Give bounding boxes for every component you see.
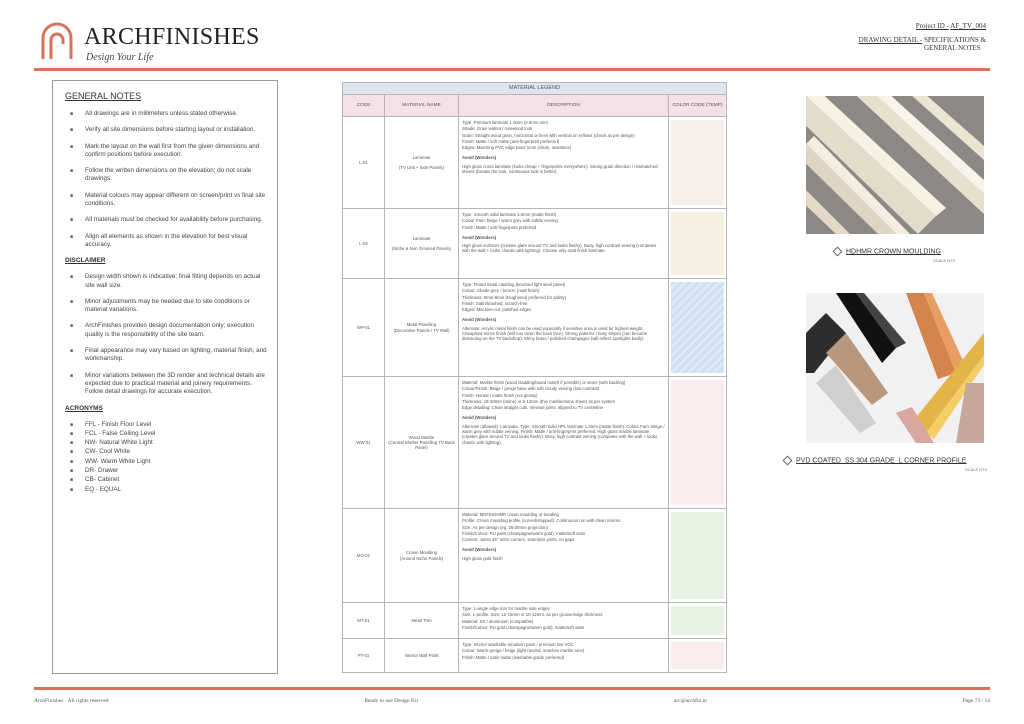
description-line: Colour: Shade grey / bronze (matt finish)	[462, 288, 540, 294]
description-line: Type: Smooth solid laminate 1.0mm (matte finish)	[462, 212, 557, 217]
material-description	[459, 603, 669, 639]
general-notes-list	[65, 110, 267, 249]
crown-moulding-scale: SCALE NTS	[933, 258, 956, 263]
description-line: Colour Fam: Beige / warm grey with subtle veining	[462, 218, 558, 224]
corner-profile-scale: SCALE NTS	[965, 467, 988, 472]
description-line: Profile: Crown moulding profile (curved/stepped). Continuous run with clean returns	[462, 518, 621, 524]
description-line: Finish: Matte / anti-fingerprint preferred	[462, 224, 537, 230]
color-swatch-cell	[669, 279, 727, 377]
project-id-label: Project ID -	[915, 22, 949, 30]
footer-divider	[34, 687, 990, 690]
color-swatch-cell	[669, 603, 727, 639]
column-header-material: MATERIAL NAME	[385, 95, 459, 117]
project-id-value: AF_TV_004	[950, 22, 986, 30]
general-note: ■ Material colours may appear different on screen/print vs final site conditions.	[65, 192, 267, 209]
disclaimer-heading: DISCLAIMER	[65, 257, 106, 265]
material-name: Wood Marble	[408, 434, 435, 440]
table-row	[343, 377, 727, 509]
notes-panel	[52, 80, 278, 674]
avoid-text: High gloss gold finish	[462, 555, 503, 561]
general-note: ■ Follow the written dimensions on the elevation; do not scale drawings.	[65, 167, 267, 184]
disclaimer-item: ■ Design width shown is indicative; final fitting depends on actual site wall size.	[65, 273, 267, 290]
brand-name: ARCHFINISHES	[84, 24, 260, 50]
description-line: Finish/Colour: PU gold (champagne/warm gold), matte/soft satin	[462, 624, 585, 630]
general-note: ■ Verify all site dimensions before starting layout or installation.	[65, 126, 267, 134]
table-row	[343, 509, 727, 603]
color-swatch	[671, 606, 724, 635]
material-name-cell	[385, 209, 459, 279]
description-line: Finish: Matte / soft matte (anti-fingerprint preferred)	[462, 138, 560, 144]
acronym-item: ■ CB- Cabinet	[65, 476, 267, 484]
material-location: (Decorative Panels / TV Wall)	[393, 327, 450, 333]
footer-page-number: Page 73 / 14	[962, 698, 990, 704]
color-swatch	[671, 380, 724, 505]
material-code: PT-01	[343, 639, 385, 673]
table-row	[343, 603, 727, 639]
description-line: Finish: Satin/brushed, scratch-free	[462, 300, 528, 306]
acronym-item: ■ DR- Drawer	[65, 467, 267, 475]
description-line: Type: Interior washable emulsion paint / premium low VOC	[462, 642, 574, 647]
acronym-item: ■ FCL - False Ceiling Level	[65, 430, 267, 438]
caption-text: PVD COATED_SS 304 GRADE_L CORNER PROFILE	[796, 457, 967, 465]
material-description	[459, 639, 669, 673]
description-line: Edges: Matching PVC edge band 1mm (clean, seamless)	[462, 145, 572, 151]
material-name: Interior Wall Paint	[385, 639, 459, 673]
color-swatch	[671, 512, 724, 599]
description-line: Size: L-profile: Size: 12-15mm or 10-12mm, as per groove/edge thickness	[462, 612, 603, 618]
description-line: Thickness: 6mm-8mm (toughened preferred for safety)	[462, 294, 567, 300]
description-line: Material: MDF/HDHMR crown moulding or beading	[462, 512, 559, 517]
material-location: (Around Niche Panels)	[399, 555, 444, 561]
diamond-marker-icon	[833, 247, 843, 257]
header-divider	[34, 68, 990, 71]
color-swatch-hatched	[671, 282, 724, 373]
color-swatch-cell	[669, 639, 727, 673]
caption-text: HDHMR CROWN MOULDING	[846, 248, 941, 256]
acronyms-list	[65, 421, 267, 494]
color-swatch	[671, 120, 724, 205]
material-code: L-01	[343, 117, 385, 209]
description-line: Finish/Colour: PU paint (champagne/warm gold), matte/soft satin	[462, 530, 586, 536]
material-name: Metal Panelling	[406, 322, 437, 328]
footer-note: Ready to use Design Kit	[364, 698, 419, 704]
drawing-title-line2: GENERAL NOTES	[923, 44, 981, 52]
acronym-item: ■ NW- Natural White Light	[65, 439, 267, 447]
corner-profile-image	[806, 293, 984, 443]
drawing-info	[859, 22, 986, 58]
description-line: Thickness: 18-20mm (stone) or 6-12mm (thin marble/stone sheet) as per system	[462, 398, 616, 404]
description-line: Type: Fluted metal cladding (brushed light steel panel)	[462, 282, 566, 287]
disclaimer-item: ■ Final appearance may vary based on lighting, material finish, and workmanship.	[65, 347, 267, 364]
material-name-cell	[385, 279, 459, 377]
color-swatch-cell	[669, 117, 727, 209]
archfinishes-logo-icon	[40, 22, 74, 60]
table-row	[343, 639, 727, 673]
diamond-marker-icon	[783, 456, 793, 466]
description-line: Size: As per design (eg. 25-30mm projection)	[462, 524, 548, 530]
material-code: MO-01	[343, 509, 385, 603]
material-name: Crown Moulding	[405, 550, 438, 556]
crown-moulding-illustration	[806, 96, 984, 234]
color-swatch	[671, 212, 724, 275]
description-line: Corners: Joints 45° mitre corners, seamless joints, no gaps	[462, 537, 575, 543]
column-header-description: DESCRIPTION	[459, 95, 669, 117]
footer-copyright: ArchFinishes · All rights reserved	[34, 698, 109, 704]
description-line: Material: SS / aluminium (compatible)	[462, 618, 534, 624]
material-description	[459, 209, 669, 279]
description-line: Edge detailing: Clean straight cuts, minimal joints, aligned to TV centreline	[462, 405, 604, 411]
description-line: Type: L-angle edge trim for marble side edges	[462, 606, 550, 611]
material-name: Laminate	[412, 154, 431, 160]
color-swatch-cell	[669, 509, 727, 603]
column-header-code: CODE	[343, 95, 385, 117]
description-line: Material: Marble finish (wood cladding/board match if possible) or stone (with backing)	[462, 380, 626, 385]
material-code: L-02	[343, 209, 385, 279]
description-line: Colour: Warm greige / beige (light neutral, matches marble tone)	[462, 648, 585, 654]
material-name-cell	[385, 509, 459, 603]
material-description	[459, 117, 669, 209]
disclaimer-list	[65, 273, 267, 396]
avoid-text: Alternate: Acrylic metal finish can be used especially if sensitive area is used for highest weight. Cheap/low-mirror finish (will ruin clean the back face). Strong patterns / busy stripes (can become distracting on the TV backdrop). Shiny brass / polished champagne (will reflect spotlights badly).	[462, 325, 648, 342]
disclaimer-item: ■ Minor variations between the 3D render and technical details are expected due to practical material and joinery requirements. Follow detail drawings for accurate execution.	[65, 372, 267, 397]
color-swatch-cell	[669, 377, 727, 509]
material-name-cell	[385, 377, 459, 509]
avoid-label: Avoid (Wonders)	[462, 234, 497, 240]
drawing-detail-label: DRAWING DETAIL -	[858, 36, 923, 44]
material-name: Metal Trim	[385, 603, 459, 639]
acronym-item: ■ FFL - Finish Floor Level	[65, 421, 267, 429]
general-note: ■ Align all elements as shown in the elevation for best visual accuracy.	[65, 233, 267, 250]
avoid-label: Avoid (Wonders)	[462, 547, 497, 553]
brand-tagline: Design Your Life	[86, 52, 154, 63]
description-line: Finish: Matte / satin matte (washable grade preferred)	[462, 654, 565, 660]
material-name: Laminate	[412, 235, 431, 241]
description-line: Finish: Honed / matte finish (not glossy)	[462, 392, 538, 398]
page-footer	[34, 698, 990, 704]
description-line: Shade: Grain walnut / rosewood look	[462, 126, 533, 132]
acronyms-heading: ACRONYMS	[65, 404, 103, 412]
drawing-title-line1: SPECIFICATIONS &	[923, 36, 986, 44]
material-code: MT-01	[343, 603, 385, 639]
corner-profile-illustration	[806, 293, 984, 443]
avoid-text: Alternate (allowed): Laminate. Type: Smooth solid HPL laminate 1.0mm (matte finish). Colour Fam: Beige / warm grey with subtle veining. Finish: Matte / anti-fingerprint preferred. High gloss marble laminate (creates glare around TV and looks flashy). Busy, high contrast veining (competes with the wall + looks chaotic with lighting).	[462, 423, 665, 445]
general-note: ■ All materials must be checked for availability before purchasing.	[65, 216, 267, 224]
avoid-label: Avoid (Wonders)	[462, 317, 497, 323]
footer-email: arc@archfin.in	[673, 698, 707, 704]
description-line: Colour/Finish: Beige / greige base with soft cloudy veining (low contrast)	[462, 386, 600, 392]
avoid-text: High gloss surfaces (creates glare around TV and looks flashy). Busy, high contrast veining (competes with the wall + looks chaotic with lighting). Choose only matt finish laminate.	[462, 243, 657, 254]
table-row	[343, 209, 727, 279]
crown-moulding-image	[806, 96, 984, 234]
color-swatch-cell	[669, 209, 727, 279]
material-description	[459, 377, 669, 509]
material-description	[459, 279, 669, 377]
table-row	[343, 279, 727, 377]
material-legend-title: MATERIAL LEGEND	[343, 83, 727, 95]
table-row	[343, 117, 727, 209]
corner-profile-caption	[784, 457, 966, 464]
material-description	[459, 509, 669, 603]
description-line: Type: Premium laminate 1.0mm (0.8mm min)	[462, 120, 548, 125]
material-name-cell	[385, 117, 459, 209]
column-header-color: COLOR CODE (TEMP)	[669, 95, 727, 117]
avoid-text: High gloss cross laminate (looks cheap + fingerprints everywhere). Strong grain direction / mismatched sheets (breaks the look, continuous look is better)	[462, 163, 658, 175]
material-location: (Niche & Non Grooved Panels)	[392, 246, 451, 252]
material-code: WW-01	[343, 377, 385, 509]
acronym-item: ■ WW- Warm White Light	[65, 458, 267, 466]
general-note: ■ All drawings are in millimeters unless stated otherwise.	[65, 110, 267, 118]
disclaimer-item: ■ Minor adjustments may be needed due to site conditions or material variations.	[65, 298, 267, 315]
crown-moulding-caption	[834, 248, 941, 255]
description-line: Grain: Straight wood grain, horizontal or lines with vertical on reflows (check as per design)	[462, 132, 635, 138]
description-line: Edges: Machine-cut, polished edges	[462, 307, 532, 313]
material-legend-table	[342, 82, 727, 673]
acronym-item: ■ CW- Cool White	[65, 448, 267, 456]
material-location: (Central Shelter Panelling TV Back Panel)	[388, 439, 455, 451]
color-swatch	[671, 642, 724, 669]
disclaimer-item: ■ ArchFinishes provides design documentation only; execution quality is the responsibility of the site team.	[65, 322, 267, 339]
material-location: (TV Unit + Side Panels)	[398, 165, 445, 171]
general-notes-heading: GENERAL NOTES	[65, 91, 142, 101]
avoid-label: Avoid (Wonders)	[462, 155, 497, 161]
general-note: ■ Mark the layout on the wall first from the given dimensions and confirm positions before execution.	[65, 143, 267, 160]
material-code: WP-01	[343, 279, 385, 377]
acronym-item: ■ EQ - EQUAL	[65, 486, 267, 494]
avoid-label: Avoid (Wonders)	[462, 415, 497, 421]
